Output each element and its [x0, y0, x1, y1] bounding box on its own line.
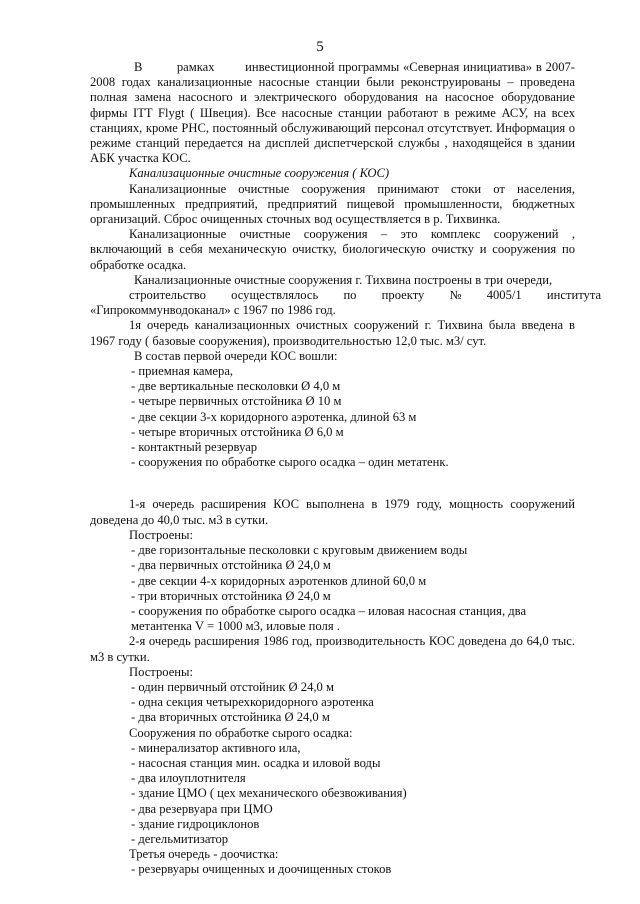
list-item: - резервуары очищенных и доочищенных стоков: [131, 862, 392, 877]
list-item: - приемная камера,: [131, 364, 234, 379]
document-body: [90, 60, 602, 878]
section-title: Канализационные очистные сооружения ( КОС): [129, 166, 390, 181]
list-item: - три вторичных отстойника Ø 24,0 м: [131, 588, 331, 603]
list-item: - две секции 3-х коридорного аэротенка, длиной 63 м: [131, 409, 417, 424]
sludge-label: Сооружения по обработке сырого осадка:: [129, 725, 353, 740]
list-item: - две секции 4-х коридорных аэротенков длиной 60,0 м: [131, 573, 427, 588]
third-stage-label: Третья очередь - доочистка:: [129, 847, 279, 862]
third-stage-list: [90, 862, 575, 877]
list-item: - здание ЦМО ( цех механического обезвоживания): [131, 786, 407, 801]
list-item: - два резервуара при ЦМО: [131, 801, 273, 816]
first-stage-list: [90, 364, 575, 470]
list-item: - два вторичных отстойника Ø 24,0 м: [131, 710, 330, 725]
built-label-2: Построены:: [129, 664, 193, 679]
list-item: - сооружения по обработке сырого осадка – иловая насосная станция, два метантенка V = 1000 м3, иловые поля .: [131, 603, 527, 634]
first-stage-intro: В состав первой очереди КОС вошли:: [134, 348, 338, 363]
paragraph-expansion-1: 1-я очередь расширения КОС выполнена в 1979 году, мощность сооружений доведена до 40,0 тыс. м3 в сутки.: [90, 497, 575, 527]
list-item: - один первичный отстойник Ø 24,0 м: [131, 679, 334, 694]
list-item: - две горизонтальные песколовки с круговым движением воды: [131, 543, 468, 558]
intro-first-line: В рамках инвестиционной программы «Северная инициатива» в 2007-: [134, 60, 575, 74]
list-item: - дегельмитизатор: [131, 831, 229, 846]
list-item: - здание гидроциклонов: [131, 816, 260, 831]
list-item: - четыре вторичных отстойника Ø 6,0 м: [131, 424, 344, 439]
paragraph-stages-line2: строительство осуществлялось по проекту № 4005/1 института: [129, 288, 602, 303]
sludge-list: [90, 741, 575, 847]
list-item: - два илоуплотнителя: [131, 771, 246, 786]
built-label-1: Построены:: [129, 527, 193, 542]
list-item: - одна секция четырехкоридорного аэротенка: [131, 695, 374, 710]
paragraph-stages-line3: «Гипрокоммунводоканал» с 1967 по 1986 год.: [90, 303, 336, 318]
list-item: - две вертикальные песколовки Ø 4,0 м: [131, 379, 341, 394]
paragraph-first-stage: 1я очередь канализационных очистных сооружений г. Тихвина была введена в 1967 году ( базовые сооружения), производительностью 12,0 тыс. м3/ сут.: [90, 318, 575, 348]
expansion-1-list: [90, 543, 575, 634]
paragraph-expansion-2: 2-я очередь расширения 1986 год, производительность КОС доведена до 64,0 тыс. м3 в сутки.: [90, 634, 575, 664]
blank-line: [90, 485, 575, 497]
list-item: - насосная станция мин. осадка и иловой воды: [131, 755, 381, 770]
page-number: 5: [316, 39, 324, 55]
list-item: - четыре первичных отстойника Ø 10 м: [131, 394, 342, 409]
paragraph-stages-line1: Канализационные очистные сооружения г. Тихвина построены в три очереди,: [134, 272, 553, 287]
paragraph-complex: Канализационные очистные сооружения – это комплекс сооружений , включающий в себя механическую очистку, биологическую очистку и сооружения по обработке осадка.: [90, 227, 575, 272]
list-item: - контактный резервуар: [131, 440, 258, 455]
paragraph-inflow: Канализационные очистные сооружения принимают стоки от населения, промышленных предприятий, предприятий пищевой промышленности, бюджетных организаций. Сброс очищенных сточных вод осуществляется в р. Тихвинка.: [90, 181, 575, 227]
list-item: - минерализатор активного ила,: [131, 740, 301, 755]
intro-paragraph: 2008 годах канализационные насосные станции были реконструированы – проведена полная замена насосного и электрического оборудования на насосное оборудование фирмы ITT Flygt ( Швеция). Все насосные станции работают в режиме АСУ, на всех станциях, кроме РНС, постоянный обслуживающий персонал отсутствует. Информация о режиме станций передается на дисплей диспетчерской службы , находящейся в здании АБК участка КОС.: [90, 75, 575, 166]
blank-line: [90, 470, 575, 485]
expansion-2-list: [90, 680, 575, 726]
list-item: - два первичных отстойника Ø 24,0 м: [131, 558, 331, 573]
list-item: - сооружения по обработке сырого осадка – один метатенк.: [131, 455, 449, 470]
